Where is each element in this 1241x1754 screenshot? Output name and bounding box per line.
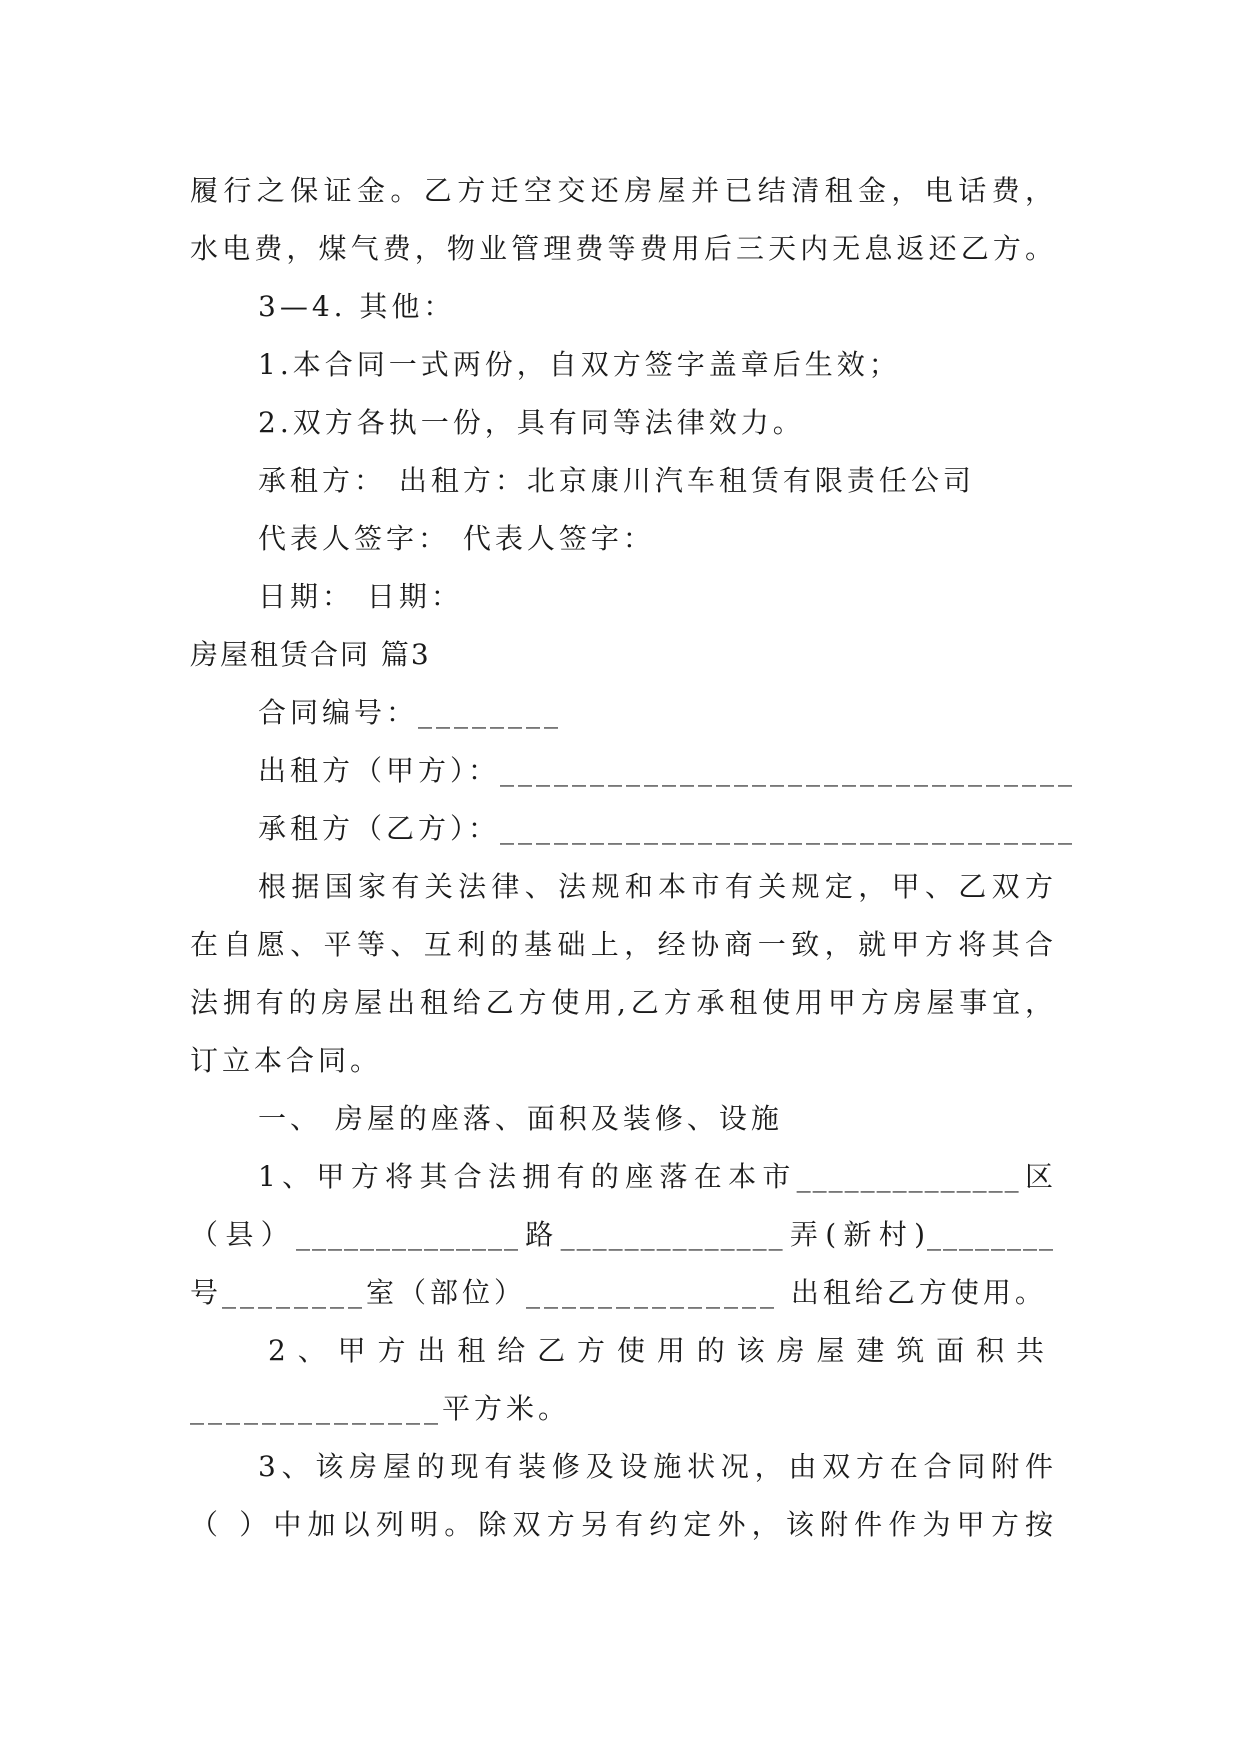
text-line: 出租方（甲方）：________________________________ — [258, 754, 1077, 787]
text-line: 合同编号：________ — [258, 696, 563, 729]
text-line: 1.本合同一式两份，自双方签字盖章后生效； — [258, 348, 901, 381]
text-line: 承租方： 出租方：北京康川汽车租赁有限责任公司 — [258, 464, 975, 497]
text-line: 2、甲方出租给乙方使用的该房屋建筑面积共 — [268, 1334, 1055, 1367]
text-line: 履行之保证金。乙方迁空交还房屋并已结清租金，电话费， — [190, 174, 1055, 207]
text-line: 2.双方各执一份，具有同等法律效力。 — [258, 406, 805, 439]
text-line: 承租方（乙方）：________________________________ — [258, 812, 1077, 845]
section-title: 房屋租赁合同 篇3 — [190, 638, 431, 671]
text-line: 法拥有的房屋出租给乙方使用,乙方承租使用甲方房屋事宜， — [190, 986, 1055, 1019]
text-line: （ ）中加以列明。除双方另有约定外，该附件作为甲方按 — [190, 1508, 1055, 1541]
text-line: ______________平方米。 — [190, 1392, 571, 1425]
text-line: 3、该房屋的现有装修及设施状况，由双方在合同附件 — [258, 1450, 1055, 1483]
text-line: 水电费，煤气费，物业管理费等费用后三天内无息返还乙方。 — [190, 232, 1055, 265]
text-line: （县）______________路______________弄(新村)________ — [190, 1218, 1055, 1251]
text-line: 代表人签字： 代表人签字： — [258, 522, 655, 555]
document-page — [190, 162, 1077, 1554]
text-line: 3—4. 其他： — [258, 290, 456, 323]
text-line: 根据国家有关法律、法规和本市有关规定，甲、乙双方 — [258, 870, 1055, 903]
text-line: 日期： 日期： — [258, 580, 463, 613]
text-line: 1、甲方将其合法拥有的座落在本市______________区 — [258, 1160, 1055, 1193]
text-line: 在自愿、平等、互利的基础上，经协商一致，就甲方将其合 — [190, 928, 1055, 961]
text-line: 订立本合同。 — [190, 1044, 383, 1077]
section-heading: 一、 房屋的座落、面积及装修、设施 — [258, 1102, 783, 1135]
text-line: 号________室（部位）______________ 出租给乙方使用。 — [190, 1276, 1047, 1309]
